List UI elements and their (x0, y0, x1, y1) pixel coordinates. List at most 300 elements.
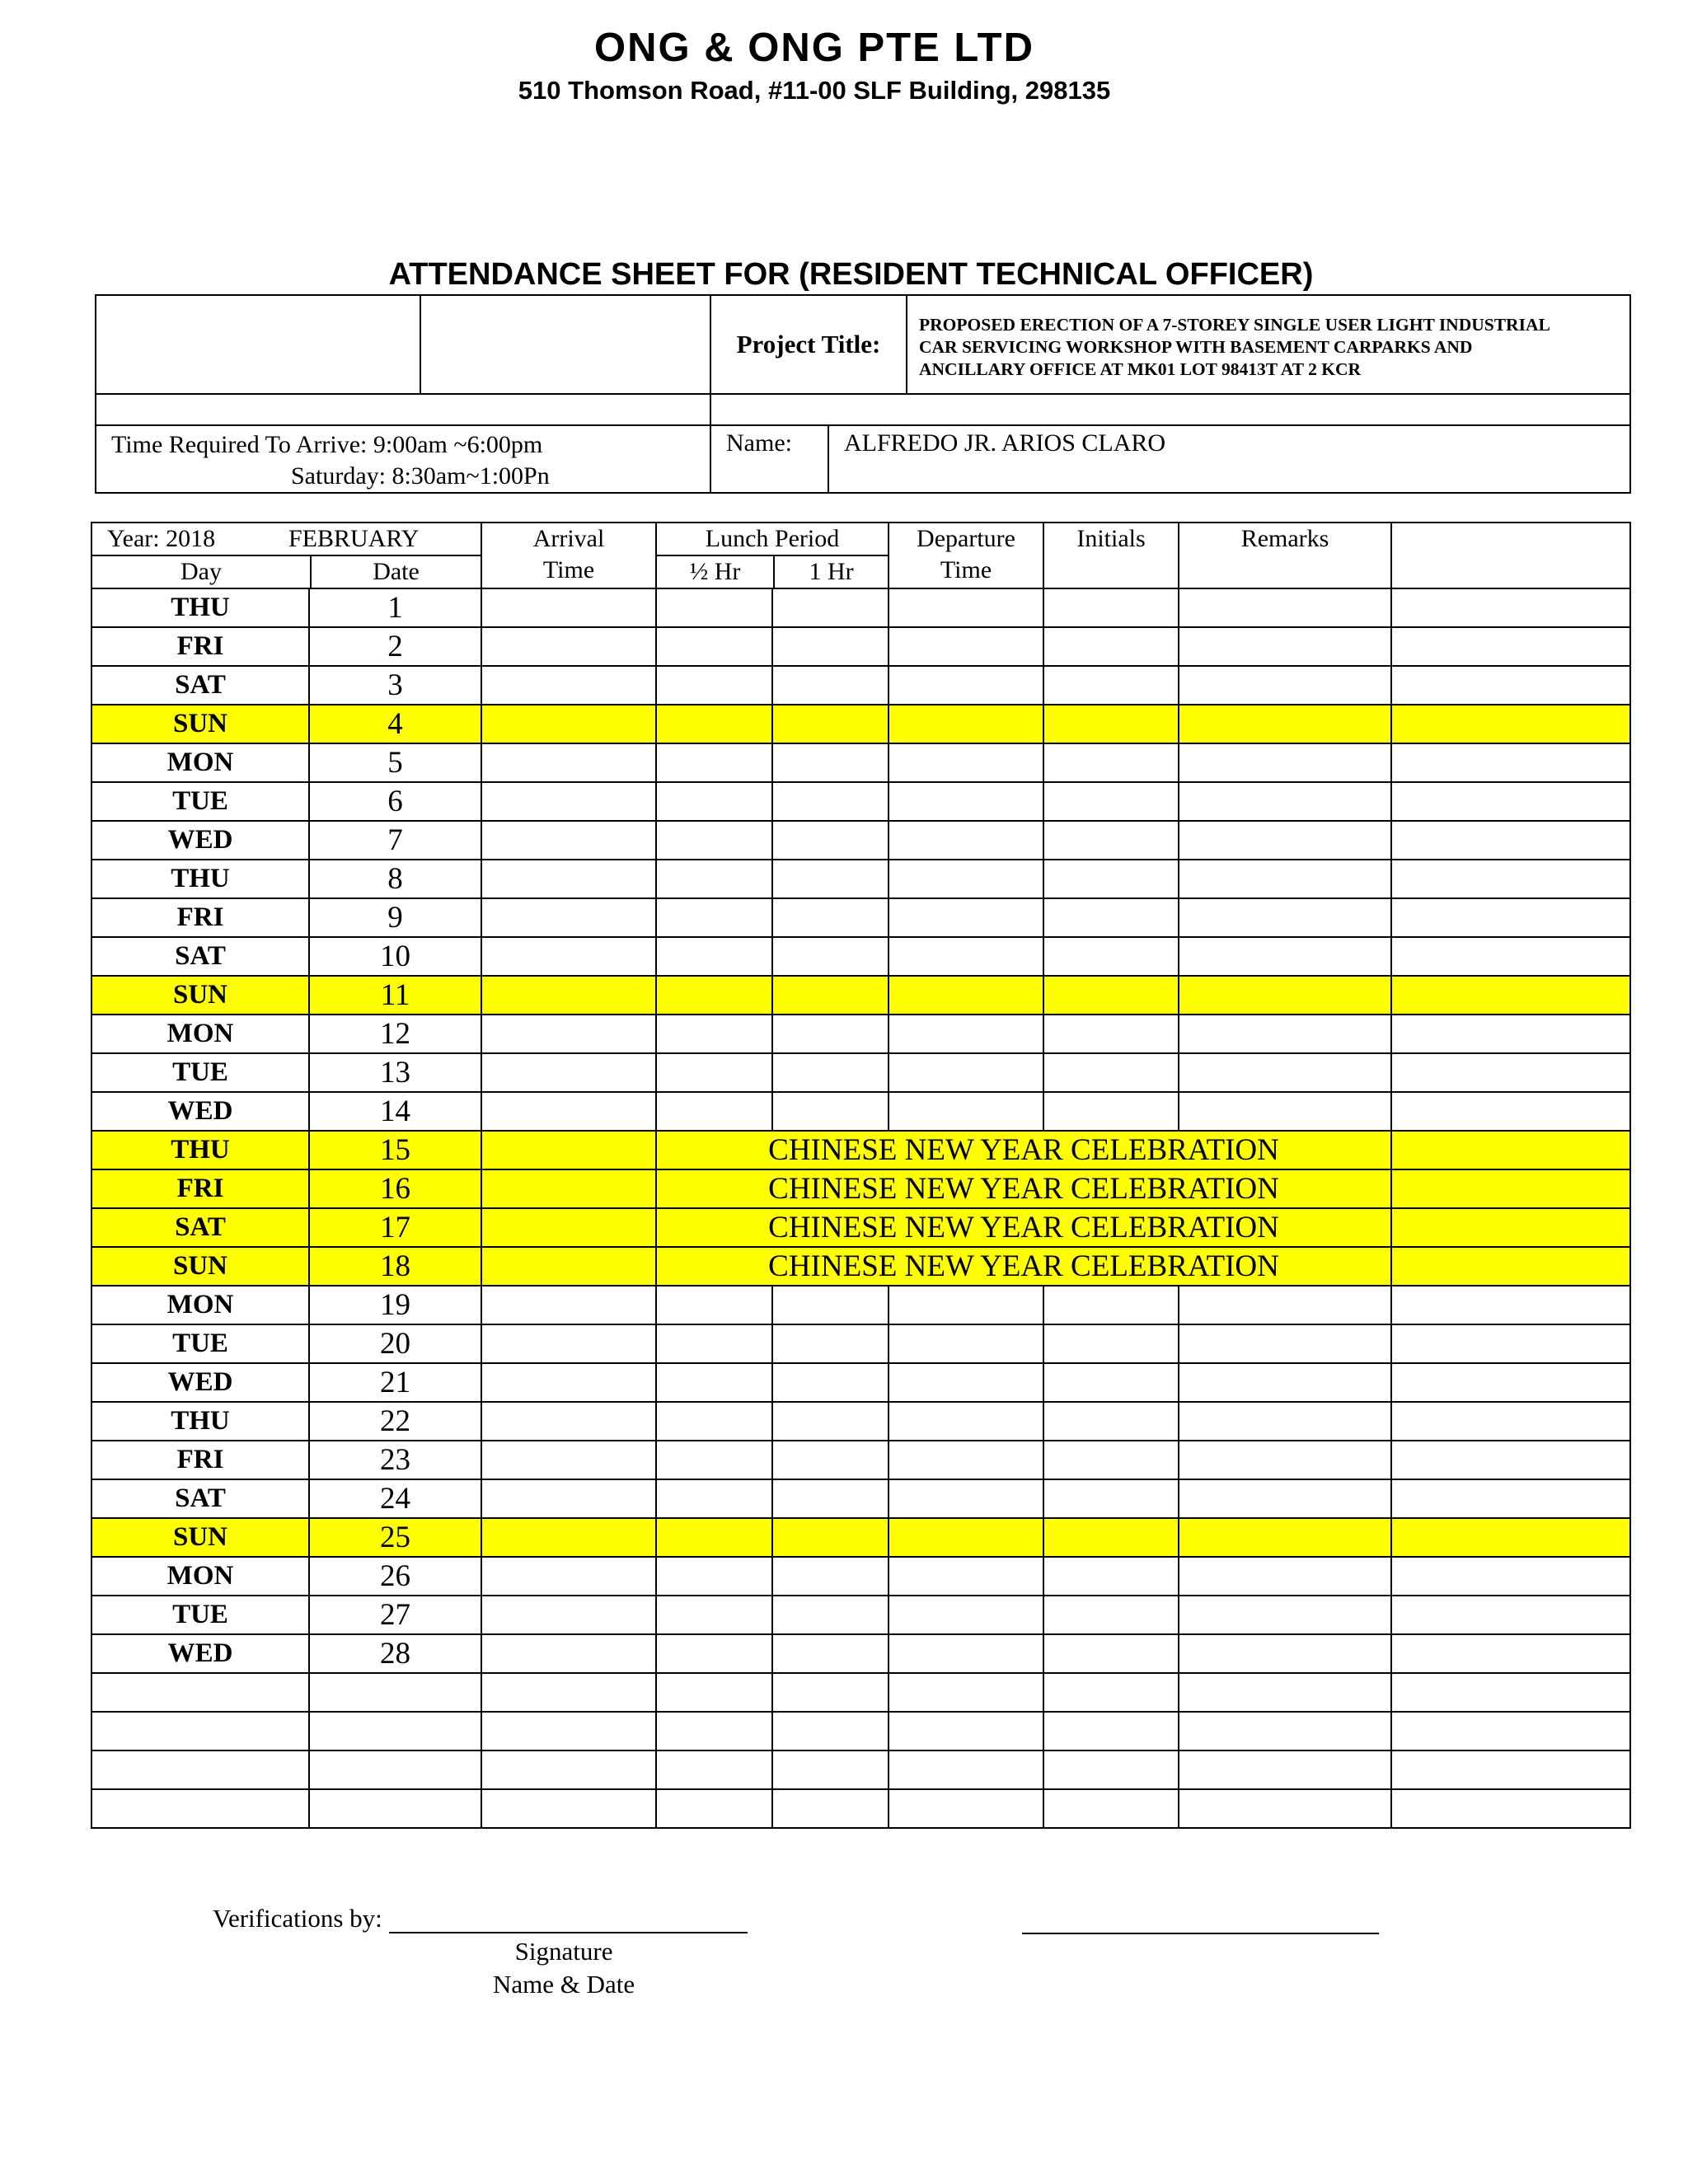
remarks-cell (1179, 1092, 1391, 1131)
departure-cell (889, 1015, 1043, 1053)
departure-cell (889, 1092, 1043, 1131)
day-cell: WED (91, 1363, 309, 1402)
remarks-cell (1179, 1712, 1391, 1750)
departure-cell (889, 1557, 1043, 1596)
initials-header: Initials (1043, 523, 1179, 588)
arrival-cell (481, 588, 656, 627)
date-cell: 4 (309, 705, 481, 743)
departure-cell (889, 937, 1043, 976)
extra-cell (1391, 588, 1630, 627)
arrival-cell (481, 1286, 656, 1324)
remarks-cell (1179, 976, 1391, 1015)
half-hour-cell (656, 588, 772, 627)
departure-cell (889, 782, 1043, 821)
one-hour-cell (772, 1634, 889, 1673)
arrival-cell (481, 937, 656, 976)
day-cell (91, 1750, 309, 1789)
day-cell: FRI (91, 898, 309, 937)
departure-cell (889, 1712, 1043, 1750)
table-row (91, 976, 1630, 1015)
one-hour-cell (772, 588, 889, 627)
date-cell: 26 (309, 1557, 481, 1596)
initials-cell (1043, 1712, 1179, 1750)
remarks-cell (1179, 743, 1391, 782)
extra-cell (1391, 1015, 1630, 1053)
remarks-cell (1179, 1402, 1391, 1441)
remarks-cell (1179, 1596, 1391, 1634)
half-hour-cell (656, 1324, 772, 1363)
one-hour-cell (772, 1596, 889, 1634)
date-cell: 21 (309, 1363, 481, 1402)
extra-cell (1391, 1518, 1630, 1557)
arrival-cell (481, 1131, 656, 1169)
second-signature-blank (1022, 1908, 1379, 1934)
half-hour-cell (656, 898, 772, 937)
date-cell: 16 (309, 1169, 481, 1208)
extra-cell (1391, 666, 1630, 705)
signature-label: Signature (514, 1937, 613, 1966)
arrival-cell (481, 1402, 656, 1441)
arrival-cell (481, 1247, 656, 1286)
day-cell: SAT (91, 937, 309, 976)
remarks-cell (1179, 666, 1391, 705)
half-hour-cell (656, 1286, 772, 1324)
one-hour-cell (772, 1441, 889, 1479)
arrival-cell (481, 1673, 656, 1712)
day-cell: THU (91, 1402, 309, 1441)
header-info-box (95, 294, 1631, 494)
table-row (91, 1441, 1630, 1479)
remarks-cell (1179, 1053, 1391, 1092)
project-title-line: ANCILLARY OFFICE AT MK01 LOT 98413T AT 2 KCR (919, 359, 1362, 379)
date-cell: 3 (309, 666, 481, 705)
departure-cell (889, 1286, 1043, 1324)
day-cell: TUE (91, 1596, 309, 1634)
day-cell: SAT (91, 1479, 309, 1518)
one-hour-cell (772, 937, 889, 976)
arrival-cell (481, 666, 656, 705)
name-label: Name: (710, 425, 828, 493)
extra-cell (1391, 1673, 1630, 1712)
remarks-cell (1179, 1750, 1391, 1789)
arrival-cell (481, 1479, 656, 1518)
table-row (91, 627, 1630, 666)
one-hour-cell (772, 1402, 889, 1441)
half-hour-cell (656, 1789, 772, 1828)
remarks-cell (1179, 588, 1391, 627)
remarks-cell (1179, 1441, 1391, 1479)
extra-cell (1391, 1789, 1630, 1828)
verification-blank (389, 1907, 748, 1933)
arrival-cell (481, 1053, 656, 1092)
year-label: Year: 2018 (107, 525, 216, 552)
remarks-cell (1179, 898, 1391, 937)
extra-header (1391, 523, 1630, 588)
initials-cell (1043, 1596, 1179, 1634)
initials-cell (1043, 1673, 1179, 1712)
half-hour-cell (656, 743, 772, 782)
year-month-header (91, 523, 481, 588)
project-title-line: CAR SERVICING WORKSHOP WITH BASEMENT CARPARKS AND (919, 337, 1473, 357)
half-hour-cell (656, 937, 772, 976)
date-cell (309, 1789, 481, 1828)
arrival-header-line: Arrival (532, 525, 605, 552)
one-hour-cell (772, 1557, 889, 1596)
departure-cell (889, 1441, 1043, 1479)
date-cell: 13 (309, 1053, 481, 1092)
date-cell: 2 (309, 627, 481, 666)
date-cell: 7 (309, 821, 481, 860)
name-value: ALFREDO JR. ARIOS CLARO (828, 425, 1630, 493)
sheet-title: ATTENDANCE SHEET FOR (RESIDENT TECHNICAL OFFICER) (388, 257, 1314, 292)
table-row (91, 1053, 1630, 1092)
one-hour-cell (772, 1750, 889, 1789)
arrival-cell (481, 1208, 656, 1247)
half-hour-cell (656, 1092, 772, 1131)
arrival-cell (481, 1557, 656, 1596)
departure-cell (889, 1673, 1043, 1712)
table-row (91, 860, 1630, 898)
date-cell: 11 (309, 976, 481, 1015)
day-cell: FRI (91, 1169, 309, 1208)
day-cell: WED (91, 1092, 309, 1131)
remarks-cell (1179, 937, 1391, 976)
table-row (91, 1208, 1630, 1247)
table-row (91, 1789, 1630, 1828)
arrival-cell (481, 1596, 656, 1634)
extra-cell (1391, 1479, 1630, 1518)
day-cell: THU (91, 588, 309, 627)
signature-caption (493, 1935, 635, 2001)
departure-cell (889, 1479, 1043, 1518)
day-cell: WED (91, 821, 309, 860)
project-title-label: Project Title: (710, 295, 907, 394)
arrival-cell (481, 1712, 656, 1750)
extra-cell (1391, 1053, 1630, 1092)
date-cell: 1 (309, 588, 481, 627)
date-cell (309, 1673, 481, 1712)
day-cell: FRI (91, 1441, 309, 1479)
date-cell: 15 (309, 1131, 481, 1169)
initials-cell (1043, 1324, 1179, 1363)
arrival-cell (481, 1634, 656, 1673)
initials-cell (1043, 1053, 1179, 1092)
table-row (91, 1479, 1630, 1518)
departure-cell (889, 1634, 1043, 1673)
table-row (91, 1324, 1630, 1363)
departure-cell (889, 1789, 1043, 1828)
date-cell: 10 (309, 937, 481, 976)
date-cell: 19 (309, 1286, 481, 1324)
date-cell: 22 (309, 1402, 481, 1441)
date-cell: 5 (309, 743, 481, 782)
day-cell: FRI (91, 627, 309, 666)
half-hour-header: ½ Hr (657, 556, 775, 588)
day-cell (91, 1673, 309, 1712)
initials-cell (1043, 1363, 1179, 1402)
initials-cell (1043, 1789, 1179, 1828)
one-hour-cell (772, 976, 889, 1015)
day-cell: SUN (91, 705, 309, 743)
date-cell: 8 (309, 860, 481, 898)
departure-cell (889, 627, 1043, 666)
table-row (91, 588, 1630, 627)
extra-cell (1391, 1557, 1630, 1596)
holiday-note: CHINESE NEW YEAR CELEBRATION (656, 1131, 1391, 1169)
date-cell: 9 (309, 898, 481, 937)
departure-cell (889, 588, 1043, 627)
remarks-cell (1391, 1169, 1630, 1208)
extra-cell (1391, 1441, 1630, 1479)
table-row (91, 1518, 1630, 1557)
initials-cell (1043, 1557, 1179, 1596)
one-hour-cell (772, 898, 889, 937)
day-cell (91, 1712, 309, 1750)
one-hour-cell (772, 666, 889, 705)
header-blank-cell-2 (420, 295, 710, 394)
departure-cell (889, 1750, 1043, 1789)
half-hour-cell (656, 1712, 772, 1750)
date-cell: 6 (309, 782, 481, 821)
one-hour-cell (772, 1363, 889, 1402)
date-cell: 12 (309, 1015, 481, 1053)
half-hour-cell (656, 1015, 772, 1053)
one-hour-cell (772, 821, 889, 860)
remarks-cell (1391, 1208, 1630, 1247)
header-spacer-right (710, 394, 1630, 425)
date-cell: 24 (309, 1479, 481, 1518)
remarks-cell (1179, 627, 1391, 666)
table-row (91, 1402, 1630, 1441)
one-hour-cell (772, 1712, 889, 1750)
one-hour-cell (772, 1053, 889, 1092)
one-hour-cell (772, 627, 889, 666)
departure-cell (889, 705, 1043, 743)
name-date-label: Name & Date (493, 1970, 635, 1999)
remarks-cell (1179, 782, 1391, 821)
arrival-cell (481, 1518, 656, 1557)
one-hour-cell (772, 1092, 889, 1131)
holiday-note: CHINESE NEW YEAR CELEBRATION (656, 1169, 1391, 1208)
departure-cell (889, 743, 1043, 782)
arrival-header (481, 523, 656, 588)
time-required (96, 425, 710, 493)
extra-cell (1391, 1750, 1630, 1789)
initials-cell (1043, 782, 1179, 821)
table-row (91, 1247, 1630, 1286)
header-blank-cell-1 (96, 295, 420, 394)
date-cell: 20 (309, 1324, 481, 1363)
initials-cell (1043, 1286, 1179, 1324)
arrival-cell (481, 782, 656, 821)
one-hour-cell (772, 1479, 889, 1518)
arrival-cell (481, 1750, 656, 1789)
one-hour-cell (772, 1286, 889, 1324)
departure-header (889, 523, 1043, 588)
remarks-cell (1179, 1634, 1391, 1673)
departure-header-line: Time (940, 556, 992, 583)
initials-cell (1043, 1092, 1179, 1131)
table-row (91, 937, 1630, 976)
day-cell: THU (91, 1131, 309, 1169)
remarks-cell (1391, 1131, 1630, 1169)
extra-cell (1391, 898, 1630, 937)
half-hour-cell (656, 860, 772, 898)
verifications-label: Verifications by: (213, 1904, 382, 1933)
day-cell: MON (91, 1015, 309, 1053)
remarks-cell (1179, 860, 1391, 898)
departure-cell (889, 666, 1043, 705)
day-cell: WED (91, 1634, 309, 1673)
half-hour-cell (656, 1053, 772, 1092)
remarks-cell (1179, 1789, 1391, 1828)
half-hour-cell (656, 1402, 772, 1441)
table-row (91, 1596, 1630, 1634)
day-header: Day (92, 556, 312, 588)
header-spacer-left (96, 394, 710, 425)
day-cell: SAT (91, 1208, 309, 1247)
arrival-cell (481, 1092, 656, 1131)
one-hour-cell (772, 782, 889, 821)
one-hour-cell (772, 1789, 889, 1828)
extra-cell (1391, 860, 1630, 898)
table-row (91, 1634, 1630, 1673)
company-name: ONG & ONG PTE LTD (594, 26, 1034, 70)
day-cell: TUE (91, 1324, 309, 1363)
project-title-value (907, 295, 1630, 394)
departure-cell (889, 821, 1043, 860)
remarks-cell (1179, 1363, 1391, 1402)
day-cell: TUE (91, 782, 309, 821)
half-hour-cell (656, 705, 772, 743)
departure-cell (889, 976, 1043, 1015)
extra-cell (1391, 1286, 1630, 1324)
time-required-saturday: Saturday: 8:30am~1:00Pn (291, 462, 550, 490)
holiday-note: CHINESE NEW YEAR CELEBRATION (656, 1208, 1391, 1247)
table-row (91, 821, 1630, 860)
one-hour-cell (772, 1015, 889, 1053)
arrival-cell (481, 860, 656, 898)
arrival-cell (481, 976, 656, 1015)
extra-cell (1391, 1712, 1630, 1750)
one-hour-cell (772, 860, 889, 898)
day-cell (91, 1789, 309, 1828)
initials-cell (1043, 1518, 1179, 1557)
day-cell: SUN (91, 1518, 309, 1557)
half-hour-cell (656, 1596, 772, 1634)
initials-cell (1043, 1479, 1179, 1518)
table-row (91, 705, 1630, 743)
departure-cell (889, 1596, 1043, 1634)
table-row (91, 1673, 1630, 1712)
day-cell: MON (91, 1286, 309, 1324)
extra-cell (1391, 743, 1630, 782)
arrival-cell (481, 821, 656, 860)
table-row (91, 898, 1630, 937)
table-row (91, 666, 1630, 705)
remarks-cell (1179, 705, 1391, 743)
departure-cell (889, 1324, 1043, 1363)
departure-cell (889, 1402, 1043, 1441)
arrival-cell (481, 705, 656, 743)
table-row (91, 782, 1630, 821)
remarks-header: Remarks (1179, 523, 1391, 588)
arrival-header-line: Time (542, 556, 595, 583)
extra-cell (1391, 1092, 1630, 1131)
extra-cell (1391, 1634, 1630, 1673)
day-cell: SUN (91, 1247, 309, 1286)
extra-cell (1391, 976, 1630, 1015)
remarks-cell (1179, 1479, 1391, 1518)
initials-cell (1043, 1634, 1179, 1673)
one-hour-cell (772, 1324, 889, 1363)
initials-cell (1043, 1750, 1179, 1789)
date-cell (309, 1750, 481, 1789)
half-hour-cell (656, 1634, 772, 1673)
day-cell: SUN (91, 976, 309, 1015)
departure-cell (889, 860, 1043, 898)
half-hour-cell (656, 1750, 772, 1789)
extra-cell (1391, 705, 1630, 743)
company-address: 510 Thomson Road, #11-00 SLF Building, 298135 (518, 76, 1111, 105)
date-cell (309, 1712, 481, 1750)
table-row (91, 1363, 1630, 1402)
table-row (91, 1169, 1630, 1208)
arrival-cell (481, 1441, 656, 1479)
table-row (91, 743, 1630, 782)
extra-cell (1391, 627, 1630, 666)
table-row (91, 1092, 1630, 1131)
arrival-cell (481, 743, 656, 782)
half-hour-cell (656, 627, 772, 666)
half-hour-cell (656, 1518, 772, 1557)
time-required-weekday: Time Required To Arrive: 9:00am ~6:00pm (111, 431, 543, 458)
lunch-period-header (656, 523, 889, 588)
extra-cell (1391, 782, 1630, 821)
project-title-line: PROPOSED ERECTION OF A 7-STOREY SINGLE USER LIGHT INDUSTRIAL (919, 315, 1550, 335)
departure-cell (889, 1363, 1043, 1402)
departure-cell (889, 1518, 1043, 1557)
remarks-cell (1179, 821, 1391, 860)
initials-cell (1043, 1015, 1179, 1053)
half-hour-cell (656, 782, 772, 821)
one-hour-cell (772, 705, 889, 743)
half-hour-cell (656, 1441, 772, 1479)
remarks-cell (1179, 1557, 1391, 1596)
half-hour-cell (656, 666, 772, 705)
remarks-cell (1391, 1247, 1630, 1286)
table-row (91, 1131, 1630, 1169)
initials-cell (1043, 937, 1179, 976)
extra-cell (1391, 1363, 1630, 1402)
holiday-note: CHINESE NEW YEAR CELEBRATION (656, 1247, 1391, 1286)
extra-cell (1391, 937, 1630, 976)
remarks-cell (1179, 1518, 1391, 1557)
initials-cell (1043, 976, 1179, 1015)
departure-cell (889, 898, 1043, 937)
date-cell: 25 (309, 1518, 481, 1557)
arrival-cell (481, 1789, 656, 1828)
date-cell: 18 (309, 1247, 481, 1286)
initials-cell (1043, 898, 1179, 937)
remarks-cell (1179, 1015, 1391, 1053)
extra-cell (1391, 1324, 1630, 1363)
table-row (91, 1557, 1630, 1596)
arrival-cell (481, 627, 656, 666)
one-hour-cell (772, 743, 889, 782)
half-hour-cell (656, 976, 772, 1015)
initials-cell (1043, 743, 1179, 782)
